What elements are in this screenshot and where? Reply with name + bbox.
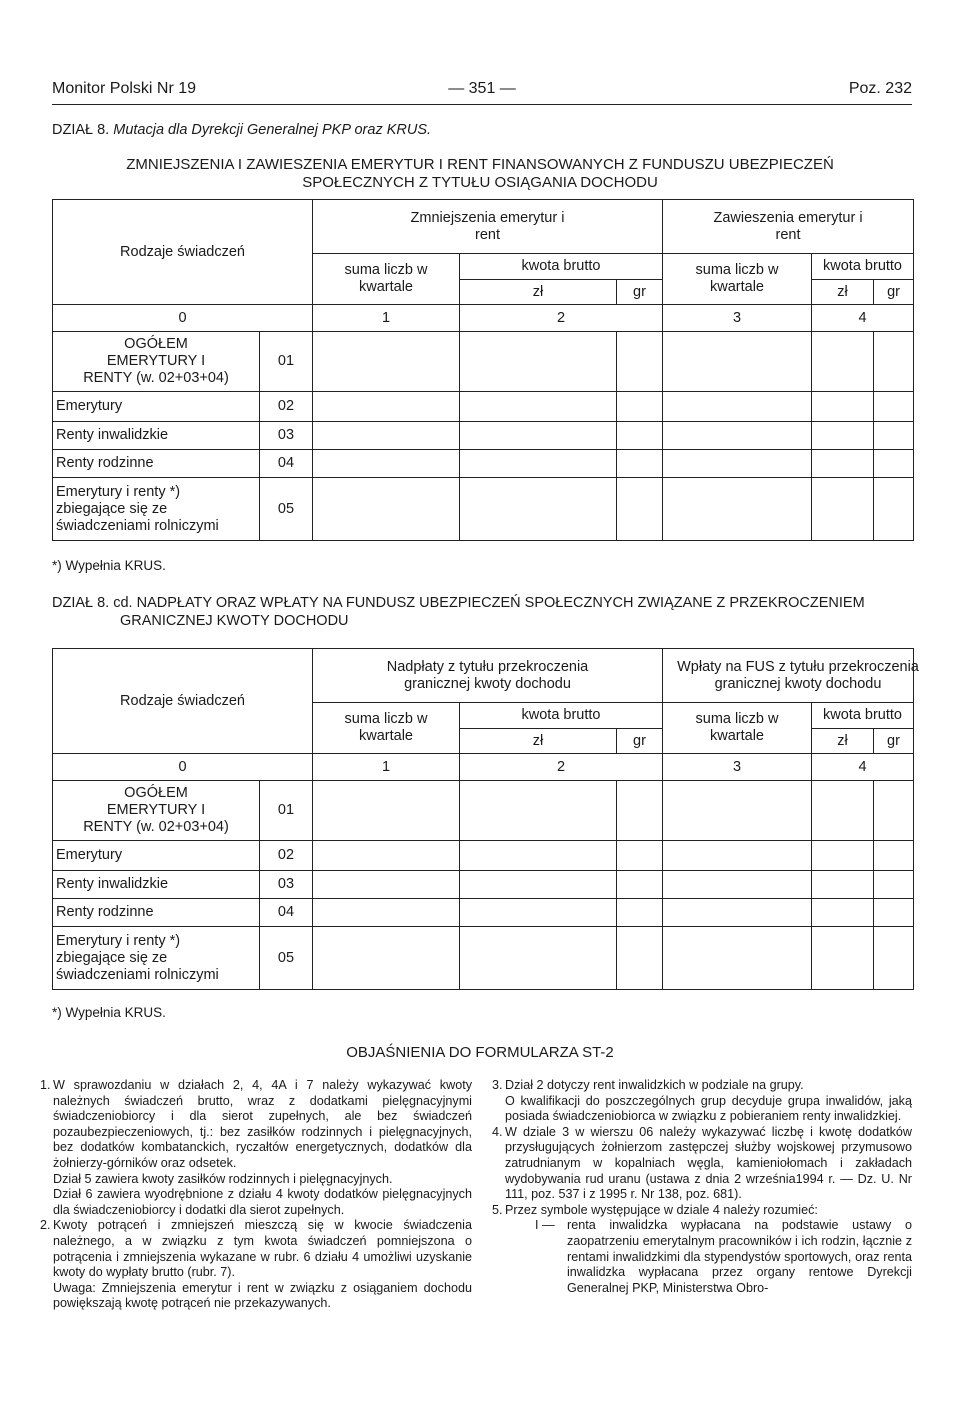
header-group-reductions: Zmniejszenia emerytur i rent <box>313 200 663 254</box>
section-title-2-line2: GRANICZNEJ KWOTY DOCHODU <box>120 613 349 629</box>
section-title-line2: SPOŁECZNYCH Z TYTUŁU OSIĄGANIA DOCHODU <box>302 174 658 191</box>
cell-sum-1[interactable] <box>313 332 460 392</box>
colnum-1: 1 <box>313 305 460 332</box>
table-row <box>53 841 914 871</box>
cell-zl-1[interactable] <box>460 899 617 927</box>
row-code: 05 <box>260 927 313 990</box>
header-group-suspensions: Zawieszenia emerytur i rent <box>663 200 914 254</box>
colnum-4: 4 <box>812 305 914 332</box>
cell-sum-2[interactable] <box>663 899 812 927</box>
row-label: Emerytury i renty *) zbiegające się ze świadczeniami rolniczymi <box>53 927 260 990</box>
header-gr-2: gr <box>874 729 914 754</box>
cell-zl-2[interactable] <box>812 899 874 927</box>
cell-gr-1[interactable] <box>617 927 663 990</box>
section-title-2-line1: DZIAŁ 8. cd. NADPŁATY ORAZ WPŁATY NA FUNDUSZ UBEZPIECZEŃ SPOŁECZNYCH ZWIĄZANE Z PRZEKROCZENIEM <box>52 595 865 611</box>
row-code: 01 <box>260 332 313 392</box>
row-code: 01 <box>260 781 313 841</box>
cell-gr-2[interactable] <box>874 422 914 450</box>
section-title-line1: ZMNIEJSZENIA I ZAWIESZENIA EMERYTUR I RENT FINANSOWANYCH Z FUNDUSZU UBEZPIECZEŃ <box>126 156 834 173</box>
cell-zl-2[interactable] <box>812 871 874 899</box>
cell-sum-2[interactable] <box>663 478 812 541</box>
explanation-item: 2. Kwoty potrąceń i zmniejszeń mieszczą się w kwocie świadczenia należnego, a w związku z tym kwota świadczeń pomniejszona o potrącenia i zmniejszenia wykazane w rubr. 6 działu 4 umożliwi uzyskanie kwoty do wypłaty brutto (rubr. 7). <box>40 1218 472 1280</box>
explanation-item: 5. Przez symbole występujące w dziale 4 należy rozumieć: <box>492 1202 818 1217</box>
footnote: *) Wypełnia KRUS. <box>52 558 166 573</box>
cell-zl-2[interactable] <box>812 332 874 392</box>
cell-gr-2[interactable] <box>874 871 914 899</box>
cell-sum-2[interactable] <box>663 422 812 450</box>
colnum-0: 0 <box>53 305 313 332</box>
colnum-1: 1 <box>313 754 460 781</box>
table-row <box>53 478 914 541</box>
cell-gr-1[interactable] <box>617 392 663 422</box>
explanation-item: 4. W dziale 3 w wierszu 06 należy wykazywać liczbę i kwotę dodatków przysługujących żołnierzom zastępczej służby wojskowej przymusowo zatrudnianym w kopalniach węgla, kamieniołomach i zakładach wydobywania rud uranu (ustawa z dnia 2 września1994 r. — Dz. U. Nr 111, poz. 537 i z 1995 r. Nr 138, poz. 681). <box>492 1124 912 1202</box>
row-label: Emerytury <box>53 841 260 871</box>
row-code: 03 <box>260 422 313 450</box>
footnote: *) Wypełnia KRUS. <box>52 1005 166 1020</box>
colnum-3: 3 <box>663 754 812 781</box>
cell-sum-2[interactable] <box>663 332 812 392</box>
row-code: 02 <box>260 392 313 422</box>
cell-gr-2[interactable] <box>874 899 914 927</box>
table-row <box>53 871 914 899</box>
row-code: 04 <box>260 899 313 927</box>
header-rule <box>52 104 912 105</box>
explanation-note: Dział 6 zawiera wyodrębnione z działu 4 kwoty dodatków pielęgnacyjnych dla świadczeniobiorcy i dodatki dla sierot zupełnych. <box>53 1187 472 1217</box>
cell-sum-2[interactable] <box>663 450 812 478</box>
header-zl-2: zł <box>812 729 874 754</box>
colnum-2: 2 <box>460 754 663 781</box>
header-gross-amount-1: kwota brutto <box>460 703 663 729</box>
cell-zl-1[interactable] <box>460 927 617 990</box>
colnum-2: 2 <box>460 305 663 332</box>
cell-gr-2[interactable] <box>874 450 914 478</box>
header-benefit-types: Rodzaje świadczeń <box>53 649 313 754</box>
cell-zl-1[interactable] <box>460 422 617 450</box>
table-row <box>53 899 914 927</box>
header-group-fus-payments: Wpłaty na FUS z tytułu przekroczenia granicznej kwoty dochodu <box>663 649 914 703</box>
cell-gr-2[interactable] <box>874 478 914 541</box>
cell-zl-2[interactable] <box>812 781 874 841</box>
table-row <box>53 927 914 990</box>
header-sum-count-2: suma liczb w kwartale <box>663 254 812 305</box>
cell-zl-2[interactable] <box>812 450 874 478</box>
page-header <box>52 80 912 102</box>
header-sum-count-1: suma liczb w kwartale <box>313 703 460 754</box>
cell-sum-1[interactable] <box>313 392 460 422</box>
cell-gr-1[interactable] <box>617 781 663 841</box>
cell-gr-2[interactable] <box>874 927 914 990</box>
overpayments-table <box>52 648 919 990</box>
cell-zl-1[interactable] <box>460 841 617 871</box>
explanation-item: 3. Dział 2 dotyczy rent inwalidzkich w podziale na grupy. <box>492 1078 804 1092</box>
cell-zl-2[interactable] <box>812 478 874 541</box>
table-row <box>53 422 914 450</box>
cell-sum-2[interactable] <box>663 871 812 899</box>
cell-zl-2[interactable] <box>812 841 874 871</box>
header-gross-amount-1: kwota brutto <box>460 254 663 280</box>
header-gr-2: gr <box>874 280 914 305</box>
cell-gr-2[interactable] <box>874 332 914 392</box>
cell-sum-2[interactable] <box>663 927 812 990</box>
cell-gr-1[interactable] <box>617 332 663 392</box>
position-number: Poz. 232 <box>848 80 912 97</box>
header-gr-1: gr <box>617 280 663 305</box>
explanation-item: 1. W sprawozdaniu w działach 2, 4, 4A i 7 należy wykazywać kwoty należnych świadczeń brutto, wraz z dodatkami pielęgnacyjnymi świadczeniobiorcy i dla sierot zupełnych, ale bez świadczeń pozaubezpieczeniowych, tj.: bez zasiłków rodzinnych i pielęgnacyjnych, bez dodatków kombatanckich, ryczałtów energetycznych, dodatków dla żołnierzy-górników oraz odsetek. <box>40 1078 472 1170</box>
row-label: Renty rodzinne <box>53 899 260 927</box>
cell-gr-1[interactable] <box>617 899 663 927</box>
explanations-right-column <box>492 1078 912 1296</box>
cell-zl-1[interactable] <box>460 871 617 899</box>
table-row <box>53 450 914 478</box>
section-subtitle: Mutacja dla Dyrekcji Generalnej PKP oraz KRUS. <box>113 122 432 138</box>
header-zl-2: zł <box>812 280 874 305</box>
cell-gr-1[interactable] <box>617 450 663 478</box>
cell-zl-1[interactable] <box>460 332 617 392</box>
cell-sum-1[interactable] <box>313 871 460 899</box>
row-label: Renty rodzinne <box>53 450 260 478</box>
section-title <box>0 156 960 192</box>
cell-gr-1[interactable] <box>617 841 663 871</box>
header-gross-amount-2: kwota brutto <box>812 254 914 280</box>
cell-gr-1[interactable] <box>617 478 663 541</box>
cell-zl-2[interactable] <box>812 927 874 990</box>
section-heading <box>52 122 431 138</box>
cell-zl-2[interactable] <box>812 422 874 450</box>
row-label: Emerytury <box>53 392 260 422</box>
explanations-left-column <box>40 1078 472 1312</box>
colnum-4: 4 <box>812 754 914 781</box>
row-label: OGÓŁEM EMERYTURY I RENTY (w. 02+03+04) <box>53 781 260 841</box>
cell-gr-2[interactable] <box>874 841 914 871</box>
cell-sum-1[interactable] <box>313 841 460 871</box>
header-gr-1: gr <box>617 729 663 754</box>
cell-sum-1[interactable] <box>313 927 460 990</box>
row-code: 05 <box>260 478 313 541</box>
header-sum-count-1: suma liczb w kwartale <box>313 254 460 305</box>
page-number: — 351 — <box>448 80 516 97</box>
row-label: Renty inwalidzkie <box>53 871 260 899</box>
explanation-note: Dział 5 zawiera kwoty zasiłków rodzinnych i pielęgnacyjnych. <box>53 1171 393 1186</box>
cell-sum-2[interactable] <box>663 392 812 422</box>
cell-zl-1[interactable] <box>460 781 617 841</box>
colnum-3: 3 <box>663 305 812 332</box>
explanation-note: Uwaga: Zmniejszenia emerytur i rent w związku z osiąganiem dochodu powiększają kwotę potrąceń nie przekazywanych. <box>53 1280 472 1311</box>
symbol-definition: I — renta inwalidzka wypłacana na podstawie ustawy o zaopatrzeniu emerytalnym pracowników i ich rodzin, łącznie z rentami inwalidzkimi dla stypendystów sportowych, oraz renta inwalidzka wypłacana przez organy rentowe Dyrekcji Generalnej PKP, Ministerstwa Obro- <box>535 1218 912 1295</box>
section-title-2 <box>52 594 912 630</box>
row-label: Renty inwalidzkie <box>53 422 260 450</box>
header-benefit-types: Rodzaje świadczeń <box>53 200 313 305</box>
cell-sum-1[interactable] <box>313 899 460 927</box>
section-prefix: DZIAŁ 8. <box>52 122 110 138</box>
header-gross-amount-2: kwota brutto <box>812 703 914 729</box>
header-zl-1: zł <box>460 729 617 754</box>
row-code: 04 <box>260 450 313 478</box>
cell-zl-1[interactable] <box>460 450 617 478</box>
row-label: OGÓŁEM EMERYTURY I RENTY (w. 02+03+04) <box>53 332 260 392</box>
cell-sum-1[interactable] <box>313 422 460 450</box>
table-row <box>53 392 914 422</box>
row-code: 02 <box>260 841 313 871</box>
colnum-0: 0 <box>53 754 313 781</box>
cell-gr-2[interactable] <box>874 781 914 841</box>
explanations-title: OBJAŚNIENIA DO FORMULARZA ST-2 <box>346 1044 614 1061</box>
row-code: 03 <box>260 871 313 899</box>
explanation-note: O kwalifikacji do poszczególnych grup decyduje grupa inwalidów, jaką posiada świadczeniobiorca w związku z pobieraniem renty inwalidzkiej. <box>505 1093 912 1124</box>
header-sum-count-2: suma liczb w kwartale <box>663 703 812 754</box>
header-zl-1: zł <box>460 280 617 305</box>
journal-name: Monitor Polski Nr 19 <box>52 80 197 97</box>
row-label: Emerytury i renty *) zbiegające się ze świadczeniami rolniczymi <box>53 478 260 541</box>
cell-zl-1[interactable] <box>460 392 617 422</box>
cell-sum-1[interactable] <box>313 781 460 841</box>
cell-zl-2[interactable] <box>812 392 874 422</box>
cell-sum-1[interactable] <box>313 478 460 541</box>
cell-gr-1[interactable] <box>617 422 663 450</box>
cell-zl-1[interactable] <box>460 478 617 541</box>
header-group-overpayments: Nadpłaty z tytułu przekroczenia granicznej kwoty dochodu <box>313 649 663 703</box>
table-row <box>53 332 914 392</box>
reductions-table <box>52 199 914 541</box>
cell-gr-2[interactable] <box>874 392 914 422</box>
cell-sum-2[interactable] <box>663 841 812 871</box>
cell-sum-2[interactable] <box>663 781 812 841</box>
cell-sum-1[interactable] <box>313 450 460 478</box>
cell-gr-1[interactable] <box>617 871 663 899</box>
table-row <box>53 781 914 841</box>
